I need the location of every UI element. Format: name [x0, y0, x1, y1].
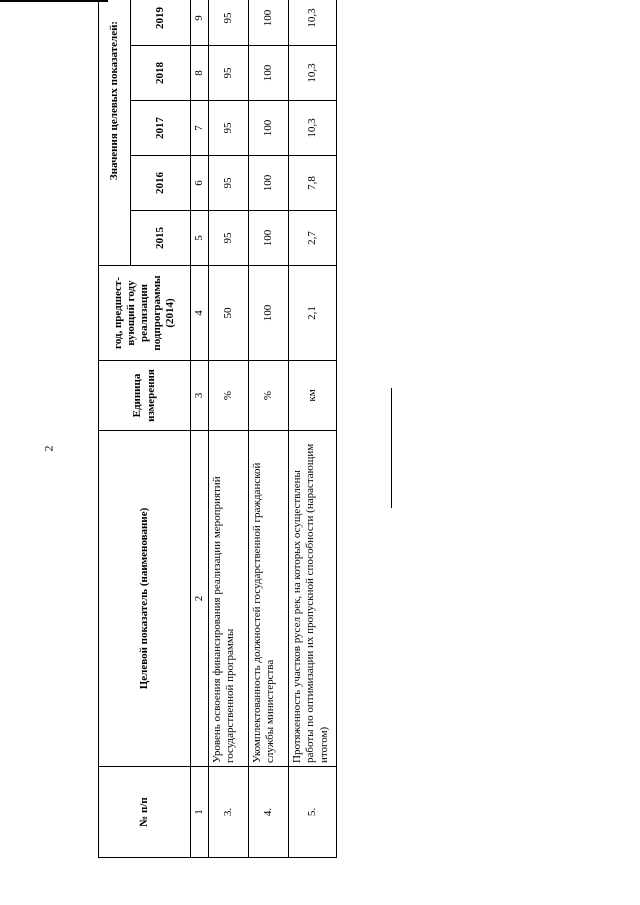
- row-base: 50: [209, 266, 249, 361]
- page-number: 2: [41, 445, 56, 452]
- row-value: 10,3: [289, 101, 337, 156]
- row-name: Укомплектованность должностей государственной гражданской службы министерства: [249, 431, 289, 767]
- header-unit: Единица измерения: [99, 361, 191, 431]
- row-value: 100: [249, 0, 289, 46]
- header-year: 2016: [131, 156, 191, 211]
- row-value: 10,3: [289, 0, 337, 46]
- row-base: 2,1: [289, 266, 337, 361]
- rotated-table-wrapper: [98, 7, 330, 858]
- row-unit: км: [289, 361, 337, 431]
- header-num: № п/п: [99, 767, 191, 858]
- row-value: 10,3: [289, 46, 337, 101]
- header-values-group: Значения целевых показателей:: [99, 0, 131, 266]
- header-year: 2017: [131, 101, 191, 156]
- row-value: 100: [249, 156, 289, 211]
- row-value: 95: [209, 101, 249, 156]
- row-num: 3.: [209, 767, 249, 858]
- column-number: 3: [191, 361, 209, 431]
- column-number: 7: [191, 101, 209, 156]
- row-value: 100: [249, 101, 289, 156]
- column-number-row: [191, 0, 209, 858]
- table-row: [209, 0, 249, 858]
- row-name: Уровень освоения финансирования реализации мероприятий государственной программы: [209, 431, 249, 767]
- row-value: 100: [249, 46, 289, 101]
- header-year: 2019: [131, 0, 191, 46]
- column-number: 6: [191, 156, 209, 211]
- header-name: Целевой показатель (наименование): [99, 431, 191, 767]
- row-value: 95: [209, 211, 249, 266]
- row-unit: %: [249, 361, 289, 431]
- row-name: Протяженность участков русел рек, на которых осуществлены работы по оптимизации их пропускной способности (нарастающим итогом): [289, 431, 337, 767]
- row-value: 7,8: [289, 156, 337, 211]
- table-row: [289, 0, 337, 858]
- row-base: 100: [249, 266, 289, 361]
- target-indicators-table: [98, 0, 337, 858]
- header-base-year: год, предшест-вующий году реализации подпрограммы (2014): [99, 266, 191, 361]
- top-rule: [0, 0, 108, 2]
- end-rule: [391, 388, 392, 508]
- row-value: 2,7: [289, 211, 337, 266]
- column-number: 9: [191, 0, 209, 46]
- row-value: 100: [249, 211, 289, 266]
- table-row: [249, 0, 289, 858]
- column-number: 4: [191, 266, 209, 361]
- row-value: 95: [209, 0, 249, 46]
- column-number: 8: [191, 46, 209, 101]
- column-number: 5: [191, 211, 209, 266]
- header-year: 2018: [131, 46, 191, 101]
- row-value: 95: [209, 46, 249, 101]
- column-number: 1: [191, 767, 209, 858]
- column-number: 2: [191, 431, 209, 767]
- row-unit: %: [209, 361, 249, 431]
- row-value: 95: [209, 156, 249, 211]
- header-year: 2015: [131, 211, 191, 266]
- row-num: 5.: [289, 767, 337, 858]
- row-num: 4.: [249, 767, 289, 858]
